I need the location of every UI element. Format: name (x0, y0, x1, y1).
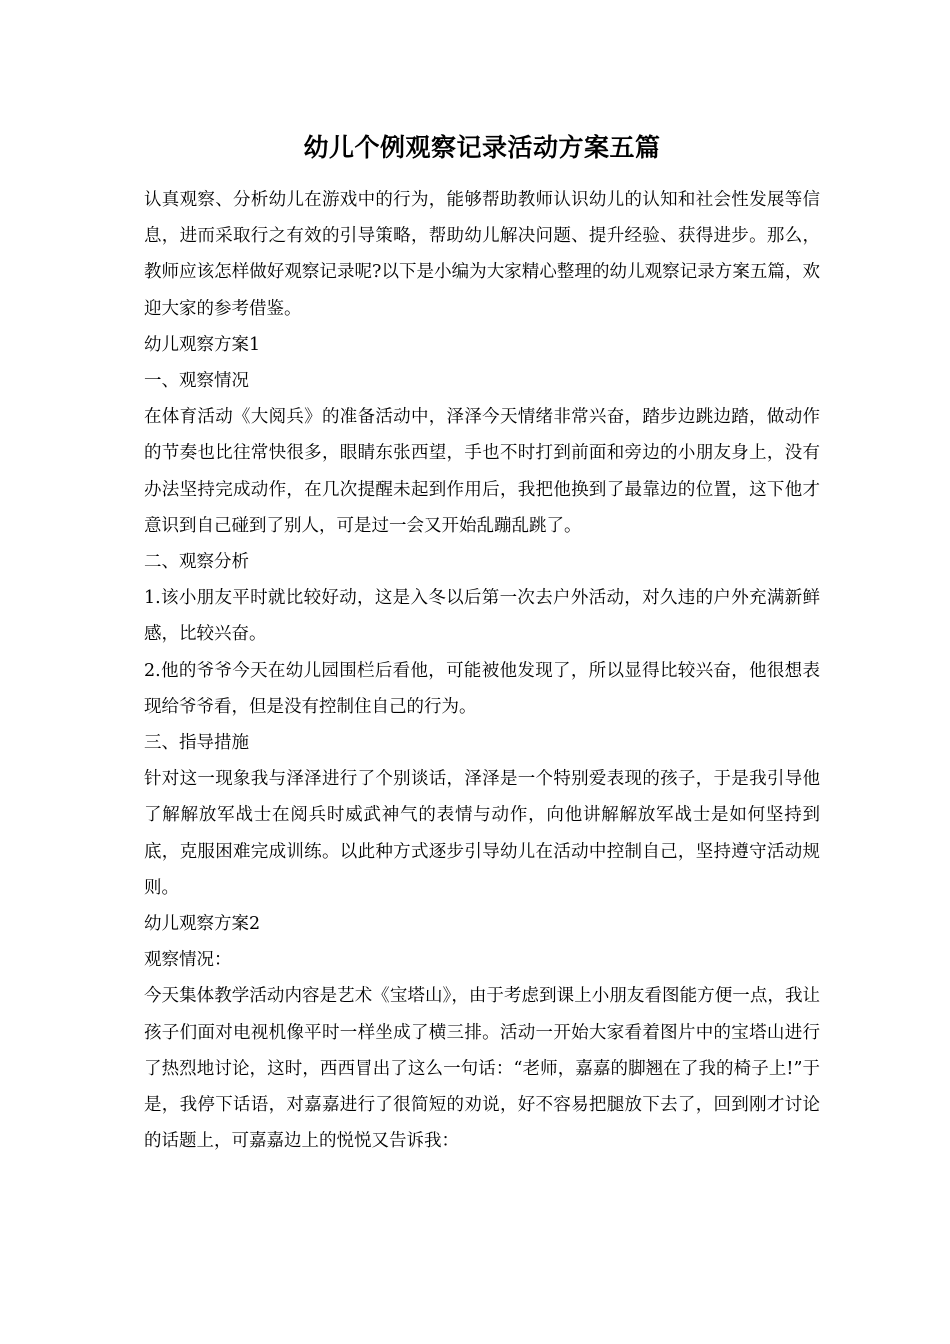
subheading-guidance: 三、指导措施 (144, 733, 249, 754)
subheading-observation-2: 观察情况： (144, 950, 232, 971)
intro-paragraph: 认真观察、分析幼儿在游戏中的行为，能够帮助教师认识幼儿的认知和社会性发展等信息，进而采取行之有效的引导策略，帮助幼儿解决问题、提升经验、获得进步。那么，教师应该怎样做好观察记录呢?以下是小编为大家精心整理的幼儿观察记录方案五篇，欢迎大家的参考借鉴。 (144, 190, 820, 319)
observation-paragraph-2: 今天集体教学活动内容是艺术《宝塔山》，由于考虑到课上小朋友看图能方便一点，我让孩子们面对电视机像平时一样坐成了横三排。活动一开始大家看着图片中的宝塔山进行了热烈地讨论，这时，西西冒出了这么一句话：“老师，嘉嘉的脚翘在了我的椅子上!”于是，我停下话语，对嘉嘉进行了很简短的劝说，好不容易把腿放下去了，回到刚才讨论的话题上，可嘉嘉边上的悦悦又告诉我： (144, 986, 820, 1152)
section-heading-plan-2: 幼儿观察方案2 (144, 914, 261, 935)
subheading-analysis: 二、观察分析 (144, 552, 249, 573)
guidance-paragraph: 针对这一现象我与泽泽进行了个别谈话，泽泽是一个特别爱表现的孩子，于是我引导他了解解放军战士在阅兵时威武神气的表情与动作，向他讲解解放军战士是如何坚持到底，克服困难完成训练。以此种方式逐步引导幼儿在活动中控制自己，坚持遵守活动规则。 (144, 769, 820, 898)
document-body (144, 128, 820, 1159)
section-heading-plan-1: 幼儿观察方案1 (144, 334, 261, 355)
analysis-point-1: 1.该小朋友平时就比较好动，这是入冬以后第一次去户外活动，对久违的户外充满新鲜感，比较兴奋。 (144, 588, 820, 645)
analysis-point-2: 2.他的爷爷今天在幼儿园围栏后看他，可能被他发现了，所以显得比较兴奋，他很想表现给爷爷看，但是没有控制住自己的行为。 (144, 660, 820, 717)
document-title: 幼儿个例观察记录活动方案五篇 (303, 133, 661, 162)
observation-paragraph: 在体育活动《大阅兵》的准备活动中，泽泽今天情绪非常兴奋，踏步边跳边踏，做动作的节奏也比往常快很多，眼睛东张西望，手也不时打到前面和旁边的小朋友身上，没有办法坚持完成动作，在几次提醒未起到作用后，我把他换到了最靠边的位置，这下他才意识到自己碰到了别人，可是过一会又开始乱蹦乱跳了。 (144, 407, 820, 536)
subheading-observation: 一、观察情况 (144, 371, 249, 392)
